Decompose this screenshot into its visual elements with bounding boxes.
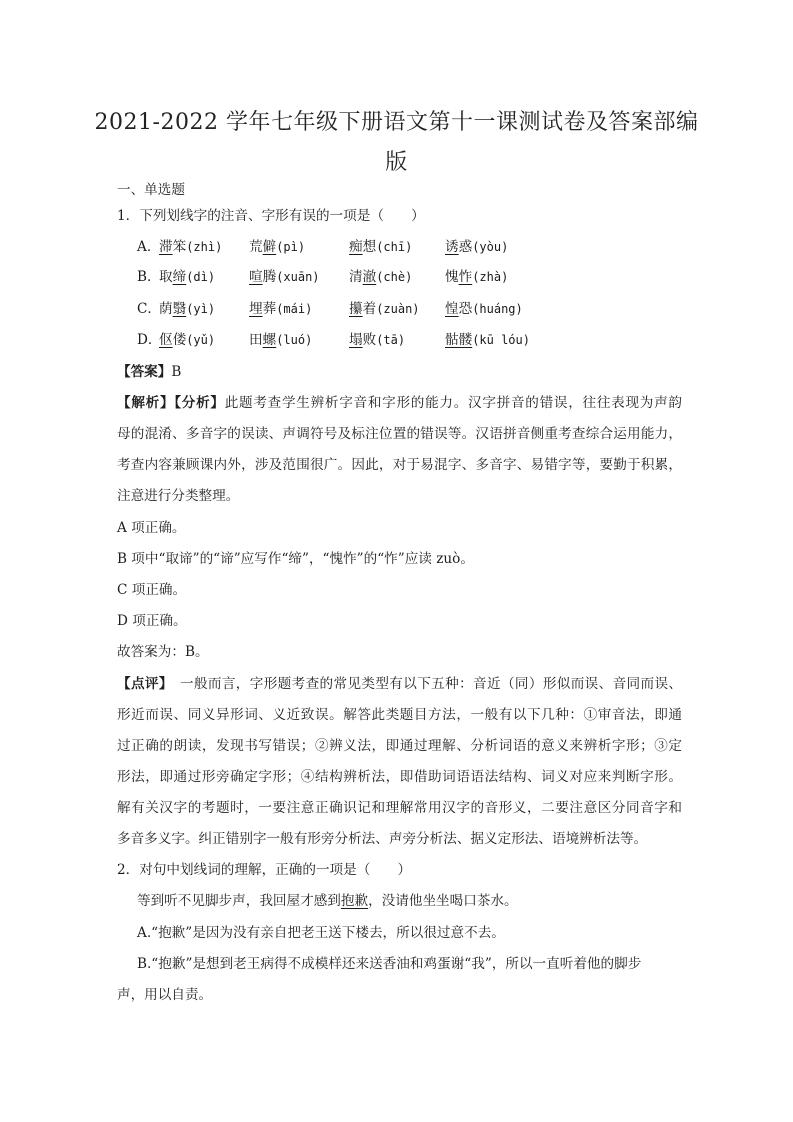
section-heading: 一、单选题 xyxy=(117,182,185,198)
word-char: 着 xyxy=(362,301,377,317)
word-char: 笨 xyxy=(172,239,187,255)
analysis-line-2: 母的混淆、多音字的误读、声调符号及标注位置的错误等。汉语拼音侧重考查综合运用能力， xyxy=(117,426,682,442)
underlined-char: 塌 xyxy=(349,332,363,348)
question-1-option-row xyxy=(137,330,677,350)
underlined-char: 埋 xyxy=(249,301,263,317)
option-word xyxy=(249,237,305,257)
item-note-a: A 项正确。 xyxy=(117,520,186,536)
underlined-word: 抱歉 xyxy=(340,893,369,909)
analysis-line-3: 考查内容兼顾课内外，涉及范围很广。因此，对于易混字、多音字、易错字等，要勤于积累， xyxy=(117,457,682,473)
underlined-char: 滞 xyxy=(159,239,173,255)
question-2-passage xyxy=(137,891,702,911)
pinyin: (zhì) xyxy=(186,240,223,254)
analysis-line-1 xyxy=(117,393,682,413)
comment-text: 一般而言，字形题考查的常见类型有以下五种：音近（同）形似而误、音同而误、 xyxy=(166,676,683,692)
underlined-char: 喧 xyxy=(249,269,263,285)
word-char: 田 xyxy=(249,332,263,348)
option-label: D． xyxy=(137,332,162,348)
option-word xyxy=(349,237,412,257)
option-word xyxy=(445,299,523,319)
document-title-line2: 版 xyxy=(385,150,408,175)
option-word xyxy=(159,299,215,319)
pinyin: (huáng) xyxy=(472,302,523,316)
option-word xyxy=(159,237,222,257)
item-note-c: C 项正确。 xyxy=(117,582,187,598)
underlined-char: 惶 xyxy=(445,301,459,317)
pinyin: (luó) xyxy=(276,333,313,347)
pinyin: (yǔ) xyxy=(186,333,216,347)
option-word xyxy=(249,299,312,319)
pinyin: (tā) xyxy=(376,333,406,347)
word-char: 荒 xyxy=(249,239,263,255)
answer-value: B xyxy=(171,364,182,380)
question-1-option-row xyxy=(137,237,677,257)
underlined-char: 僻 xyxy=(262,239,277,255)
comment-tag: 【点评】 xyxy=(117,676,167,692)
comment-line-2: 形近而误、同义异形词、义近致误。解答此类题目方法，一般有以下几种：①审音法，即通 xyxy=(117,707,682,723)
option-word xyxy=(159,330,215,350)
analysis-tag: 【解析】【分析】 xyxy=(117,395,225,411)
answer-line xyxy=(117,362,682,382)
question-1-option-row xyxy=(137,299,677,319)
underlined-char: 诱 xyxy=(445,239,459,255)
option-label: C． xyxy=(137,301,161,317)
question-2-stem: 2．对句中划线词的理解，正确的一项是（ ） xyxy=(117,862,412,878)
underlined-char: 缔 xyxy=(172,269,187,285)
word-char: 恐 xyxy=(458,301,473,317)
underlined-char: 怍 xyxy=(458,269,473,285)
word-char: 取 xyxy=(159,269,173,285)
pinyin: (zuàn) xyxy=(376,302,420,316)
word-char: 偻 xyxy=(172,332,187,348)
item-note-b: B 项中“取谛”的“谛”应写作“缔”，“愧怍”的“怍”应读 zuò。 xyxy=(117,551,474,567)
question-2-option-b-line2: 声，用以自责。 xyxy=(117,987,213,1003)
comment-line-3: 过正确的朗读，发现书写错误；②辨义法，即通过理解、分析词语的意义来辨析字形；③定 xyxy=(117,738,682,754)
word-char: 想 xyxy=(362,239,377,255)
word-char: 腾 xyxy=(262,269,277,285)
option-word xyxy=(249,330,312,350)
underlined-char: 伛 xyxy=(159,332,173,348)
word-char: 葬 xyxy=(262,301,277,317)
passage-text: ，没请他坐坐喝口茶水。 xyxy=(368,893,518,909)
item-note-d: D 项正确。 xyxy=(117,613,187,629)
word-char: 清 xyxy=(349,269,363,285)
comment-line-6: 多音多义字。纠正错别字一般有形旁分析法、声旁分析法、据义定形法、语境辨析法等。 xyxy=(117,831,648,847)
underlined-char: 螺 xyxy=(262,332,277,348)
word-char: 败 xyxy=(362,332,377,348)
underlined-char: 骷髅 xyxy=(445,332,473,348)
comment-line-1 xyxy=(117,674,682,694)
comment-line-4: 形法，即通过形旁确定字形；④结构辨析法，即借助词语语法结构、词义对应来判断字形。 xyxy=(117,769,682,785)
pinyin: (mái) xyxy=(276,302,313,316)
option-word xyxy=(159,267,215,287)
pinyin: (dì) xyxy=(186,270,216,284)
underlined-char: 攥 xyxy=(349,301,363,317)
underlined-char: 翳 xyxy=(172,301,187,317)
pinyin: (chī) xyxy=(376,240,413,254)
question-2-option-a: A.“抱歉”是因为没有亲自把老王送下楼去，所以很过意不去。 xyxy=(137,925,505,941)
option-word xyxy=(445,237,508,257)
option-label: A． xyxy=(137,239,161,255)
word-char: 惑 xyxy=(458,239,473,255)
answer-tag: 【答案】 xyxy=(117,364,172,380)
question-1-option-row xyxy=(137,267,677,287)
question-1-stem: 1．下列划线字的注音、字形有误的一项是（ ） xyxy=(117,208,425,224)
analysis-line-4: 注意进行分类整理。 xyxy=(117,488,240,504)
analysis-text: 此题考查学生辨析字音和字形的能力。汉字拼音的错误，往往表现为声韵 xyxy=(224,395,682,411)
comment-line-5: 解有关汉字的考题时，一要注意正确识记和理解常用汉字的音形义，二要注意区分同音字和 xyxy=(117,800,682,816)
pinyin: (chè) xyxy=(376,270,413,284)
word-char: 荫 xyxy=(159,301,173,317)
passage-text: 等到听不见脚步声，我回屋才感到 xyxy=(137,893,341,909)
option-word xyxy=(445,330,530,350)
word-char: 愧 xyxy=(445,269,459,285)
option-word xyxy=(349,330,405,350)
option-word xyxy=(445,267,508,287)
underlined-char: 痴 xyxy=(349,239,363,255)
pinyin: (yòu) xyxy=(472,240,509,254)
underlined-char: 澈 xyxy=(362,269,377,285)
option-label: B． xyxy=(137,269,161,285)
option-word xyxy=(349,267,412,287)
pinyin: (zhà) xyxy=(472,270,509,284)
pinyin: (xuān) xyxy=(276,270,320,284)
pinyin: (pì) xyxy=(276,240,306,254)
document-title-line1: 2021-2022 学年七年级下册语文第十一课测试卷及答案部编 xyxy=(94,110,699,135)
option-word xyxy=(249,267,320,287)
option-word xyxy=(349,299,420,319)
final-answer: 故答案为：B。 xyxy=(117,644,209,660)
question-2-option-b-line1: B.“抱歉”是想到老王病得不成模样还来送香油和鸡蛋谢“我”，所以一直听着他的脚步 xyxy=(137,956,642,972)
pinyin: (kū lóu) xyxy=(472,333,530,347)
pinyin: (yì) xyxy=(186,302,216,316)
